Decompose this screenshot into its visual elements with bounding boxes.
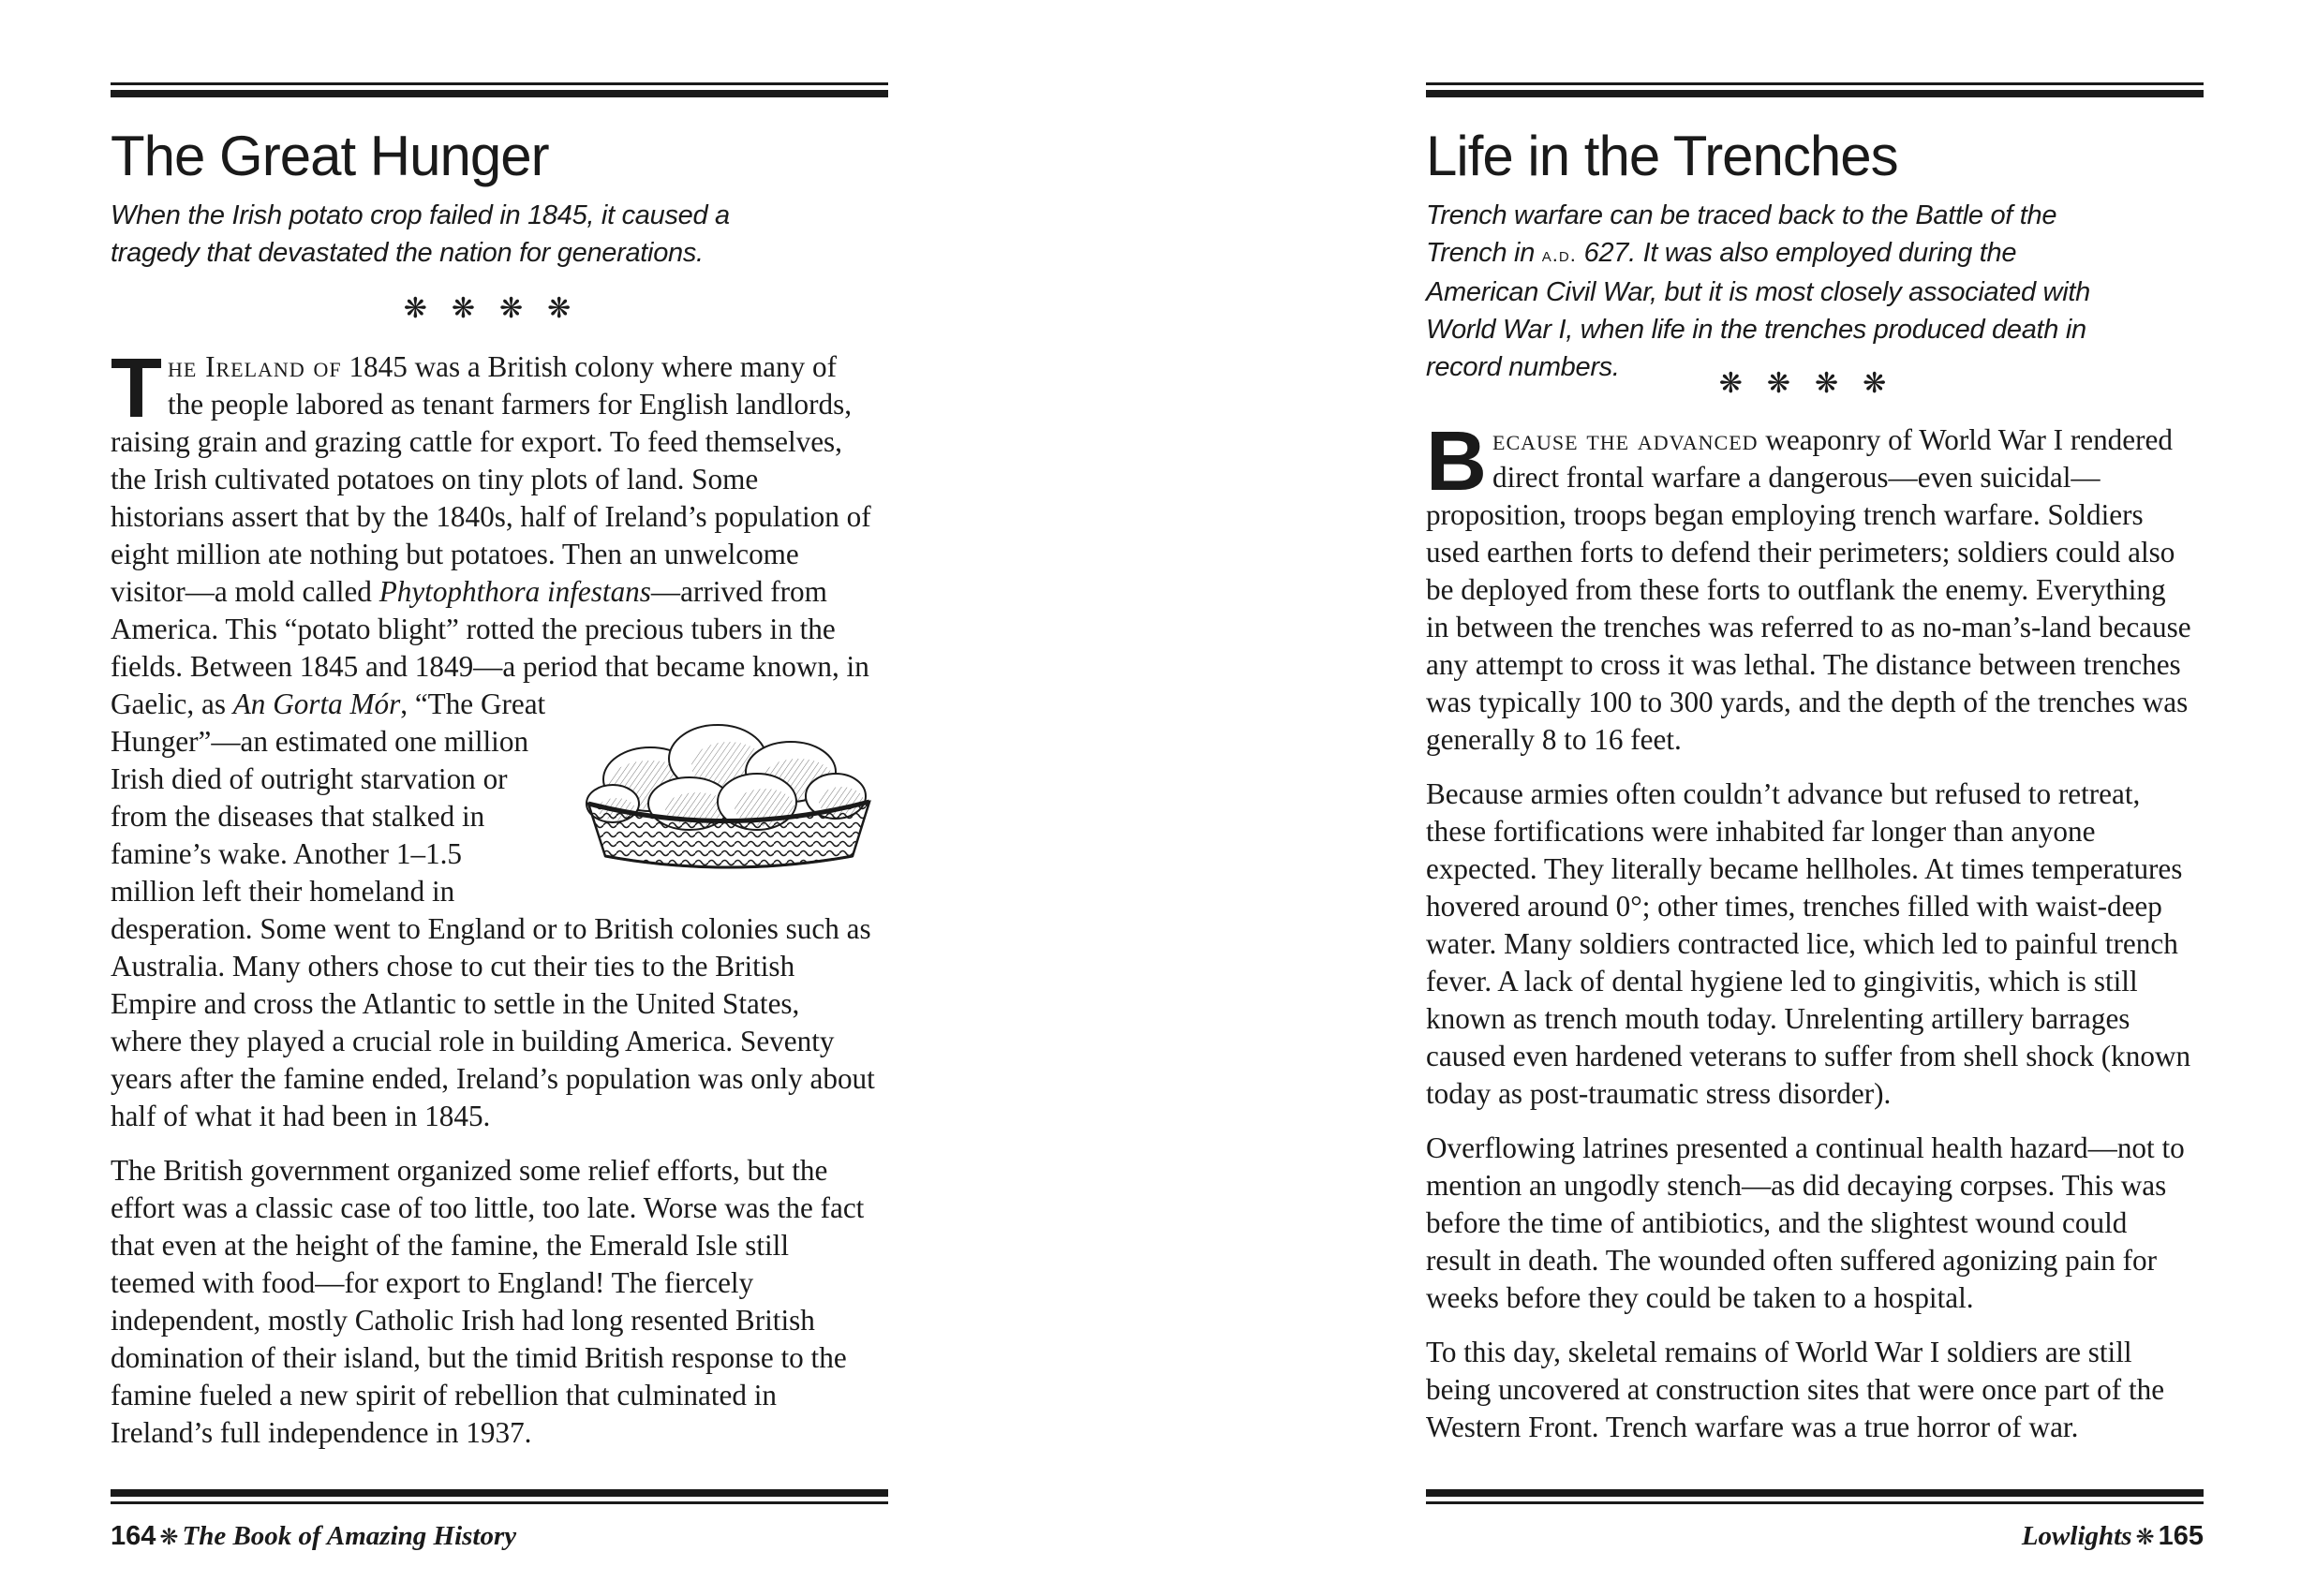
ornament-divider: ❋❋❋❋ [403,292,596,325]
bottom-rule [111,1489,888,1504]
article-title: The Great Hunger [111,125,549,187]
paragraph-2: Because armies often couldn’t advance but refused to retreat, these fortifications were inhabited far longer than anyone expected. They literally became hellholes. At times temperatures hovered around 0°; other times, trenches filled with waist-deep water. Many soldiers contracted lice, which led to painful trench fever. A lack of dental hygiene led to gingivitis, which is still known as trench mouth today. Unrelenting artillery barrages caused even hardened veterans to suffer from shell shock (known today as post-traumatic stress disorder). [1426,777,2191,1110]
article-body [111,342,877,1469]
page-footer [2022,1517,2204,1556]
asterisk-ornament-icon: ❋ [159,1524,179,1550]
article-dek: When the Irish potato crop failed in 1845, it caused a tragedy that devastated the nation for generations. [111,200,730,268]
potato-basket-illustration [577,699,877,872]
article-body [1426,415,2192,1463]
top-rule [1426,82,2204,97]
article-dek: Trench warfare can be traced back to the Battle of the Trench in a.d. 627. It was also employed during the American Civil War, but it is most closely associated with World War I, when life in the trenches produced death in record numbers. [1426,200,2090,382]
right-page [1426,0,2204,1596]
page-footer [111,1517,516,1556]
running-head: The Book of Amazing History [182,1521,517,1551]
bottom-rule [1426,1489,2204,1504]
ornament-divider: ❋❋❋❋ [1718,367,1911,400]
paragraph-1: The Ireland of 1845 was a British colony where many of the people labored as tenant farmers for English landlords, raising grain and grazing cattle for export. To feed themselves, the Irish cultivated potatoes on tiny plots of land. Some historians assert that by the 1840s, half of Ireland’s population of eight million ate nothing but potatoes. Then an unwelcome visitor—a mold called Phytophthora infestans—arrived from America. This “potato blight” rotted the precious tubers in the fields. Between 1845 and 1849—a period that became known, in Gaelic, as An Gorta Mór , “The Great Hunger”—an estimated one million Irish died of outright starvation or from the diseases that stalked in famine’s wake. Another 1–1.5 million left their homeland in desperation. Some went to England or to British colonies such as Australia. Many others chose to cut their ties to the British Empire and cross the Atlantic to settle in the United States, where they played a crucial role in building America. Seventy years after the famine ended, Ireland’s population was only about half of what it had been in 1845. [111,348,877,1135]
page-number: 164 [111,1521,156,1551]
article-title: Life in the Trenches [1426,125,1898,187]
paragraph-1: Because the advanced weaponry of World War I rendered direct frontal warfare a dangerous—even suicidal—proposition, troops began employing trench warfare. Soldiers used earthen forts to defend their perimeters; soldiers could also be deployed from these forts to outflank the enemy. Everything in between the trenches was referred to as no-man’s-land because any attempt to cross it was lethal. The distance between trenches was typically 100 to 300 yards, and the depth of the trenches was generally 8 to 16 feet. [1426,415,2191,756]
left-page [111,0,888,1596]
paragraph-2: The British government organized some relief efforts, but the effort was a classic case of too little, too late. Worse was the fact that even at the height of the famine, the Emerald Isle still teemed with food—for export to England! The fiercely independent, mostly Catholic Irish had long resented British domination of their island, but the timid British response to the famine fueled a new spirit of rebellion that culminated in Ireland’s full independence in 1937. [111,1154,865,1449]
lead-in: ecause the advanced [1492,423,1759,456]
page-number: 165 [2158,1521,2204,1551]
lead-in: he Ireland of [167,350,342,383]
running-head: Lowlights [2021,1521,2132,1551]
drop-cap: T [111,342,162,436]
paragraph-3: Overflowing latrines presented a continual health hazard—not to mention an ungodly stench—as did decaying corpses. This was before the time of antibiotics, and the slightest wound could result in death. The wounded often suffered agonizing pain for weeks before they could be taken to a hospital. [1426,1131,2185,1314]
top-rule [111,82,888,97]
drop-cap: B [1426,415,1487,509]
paragraph-4: To this day, skeletal remains of World War I soldiers are still being uncovered at construction sites that were once part of the Western Front. Trench warfare was a true horror of war. [1426,1336,2165,1443]
asterisk-ornament-icon: ❋ [2135,1524,2155,1550]
